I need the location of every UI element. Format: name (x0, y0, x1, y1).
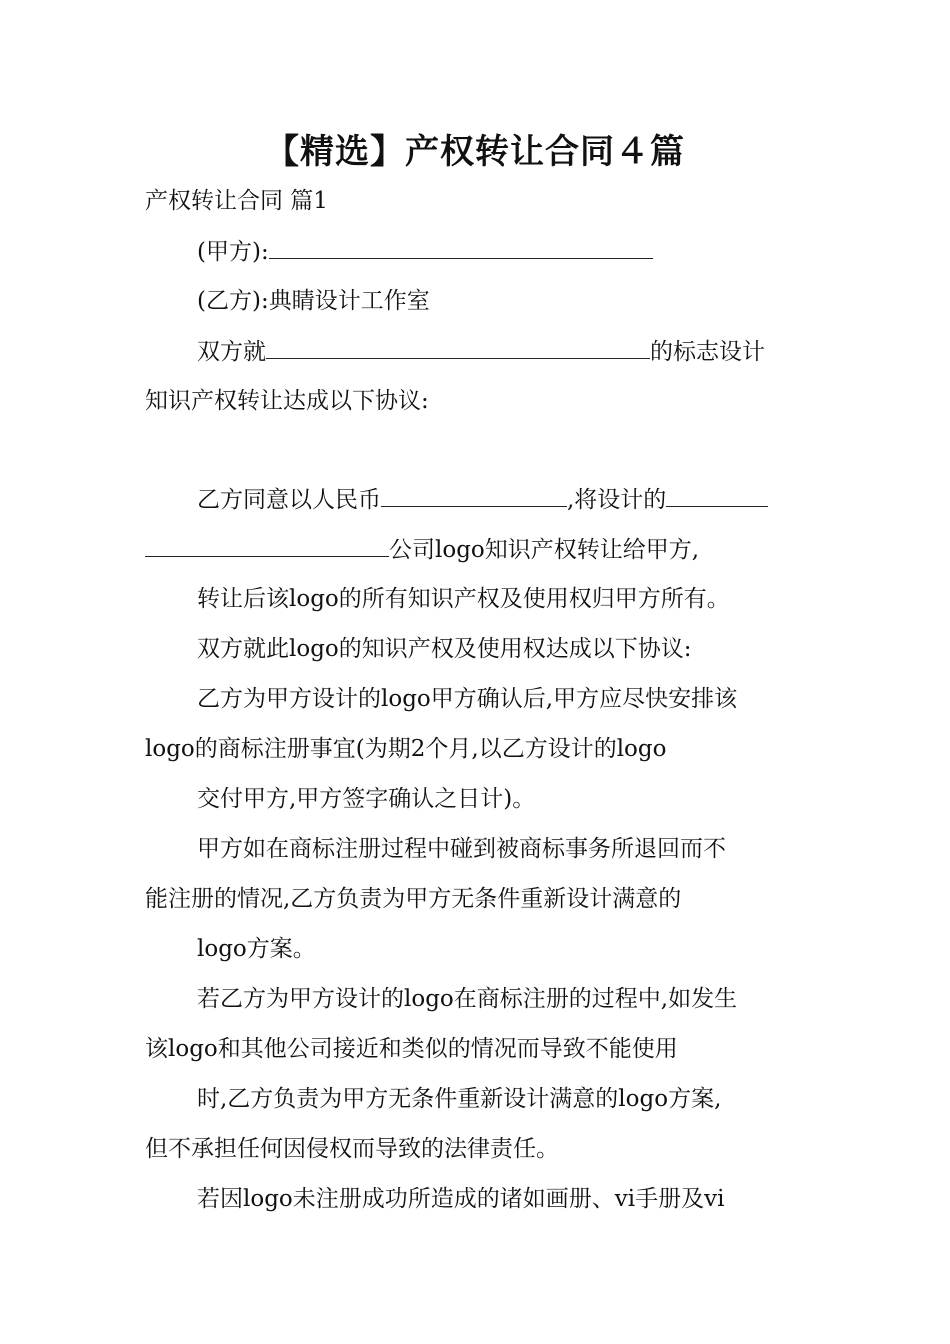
company-blank-2 (145, 534, 389, 557)
para1-end: 的标志设计 (650, 339, 765, 365)
para6-line2: 能注册的情况,乙方负责为甲方无条件重新设计满意的 (145, 886, 682, 912)
para7-line2: 该logo和其他公司接近和类似的情况而导致不能使用 (145, 1036, 678, 1062)
para1-line2: 知识产权转让达成以下协议: (145, 388, 429, 414)
para1-start: 双方就 (197, 339, 266, 365)
party-b-line: (乙方):典睛设计工作室 (197, 288, 430, 314)
para6-line3: logo方案。 (197, 936, 316, 962)
para8-line1: 若因logo未注册成功所造成的诸如画册、vi手册及vi (197, 1186, 725, 1212)
amount-blank (381, 484, 567, 507)
party-a-label: (甲方): (197, 239, 269, 265)
para7-line1: 若乙方为甲方设计的logo在商标注册的过程中,如发生 (197, 986, 738, 1012)
para2-line1 (197, 484, 768, 515)
section-heading: 产权转让合同 篇1 (145, 188, 328, 214)
para6-line1: 甲方如在商标注册过程中碰到被商标事务所退回而不 (197, 836, 726, 862)
party-a-blank (269, 236, 653, 259)
document-title: 【精选】产权转让合同４篇 (265, 132, 685, 172)
para4: 双方就此logo的知识产权及使用权达成以下协议: (197, 636, 692, 662)
para7-line3: 时,乙方负责为甲方无条件重新设计满意的logo方案, (197, 1086, 722, 1112)
para7-line4: 但不承担任何因侵权而导致的法律责任。 (145, 1136, 559, 1162)
para2-start: 乙方同意以人民币 (197, 487, 381, 513)
para2-line2 (145, 534, 699, 565)
para5-line3: 交付甲方,甲方签字确认之日计)。 (197, 786, 536, 812)
para2-line2-end: 公司logo知识产权转让给甲方, (389, 537, 700, 563)
para1-blank (266, 336, 650, 359)
company-blank-1 (666, 484, 768, 507)
para1-line1 (197, 336, 765, 367)
para5-line2: logo的商标注册事宜(为期2个月,以乙方设计的logo (145, 736, 667, 762)
party-a-line (197, 236, 653, 267)
para5-line1: 乙方为甲方设计的logo甲方确认后,甲方应尽快安排该 (197, 686, 738, 712)
para3: 转让后该logo的所有知识产权及使用权归甲方所有。 (197, 586, 730, 612)
para2-mid: ,将设计的 (567, 487, 667, 513)
